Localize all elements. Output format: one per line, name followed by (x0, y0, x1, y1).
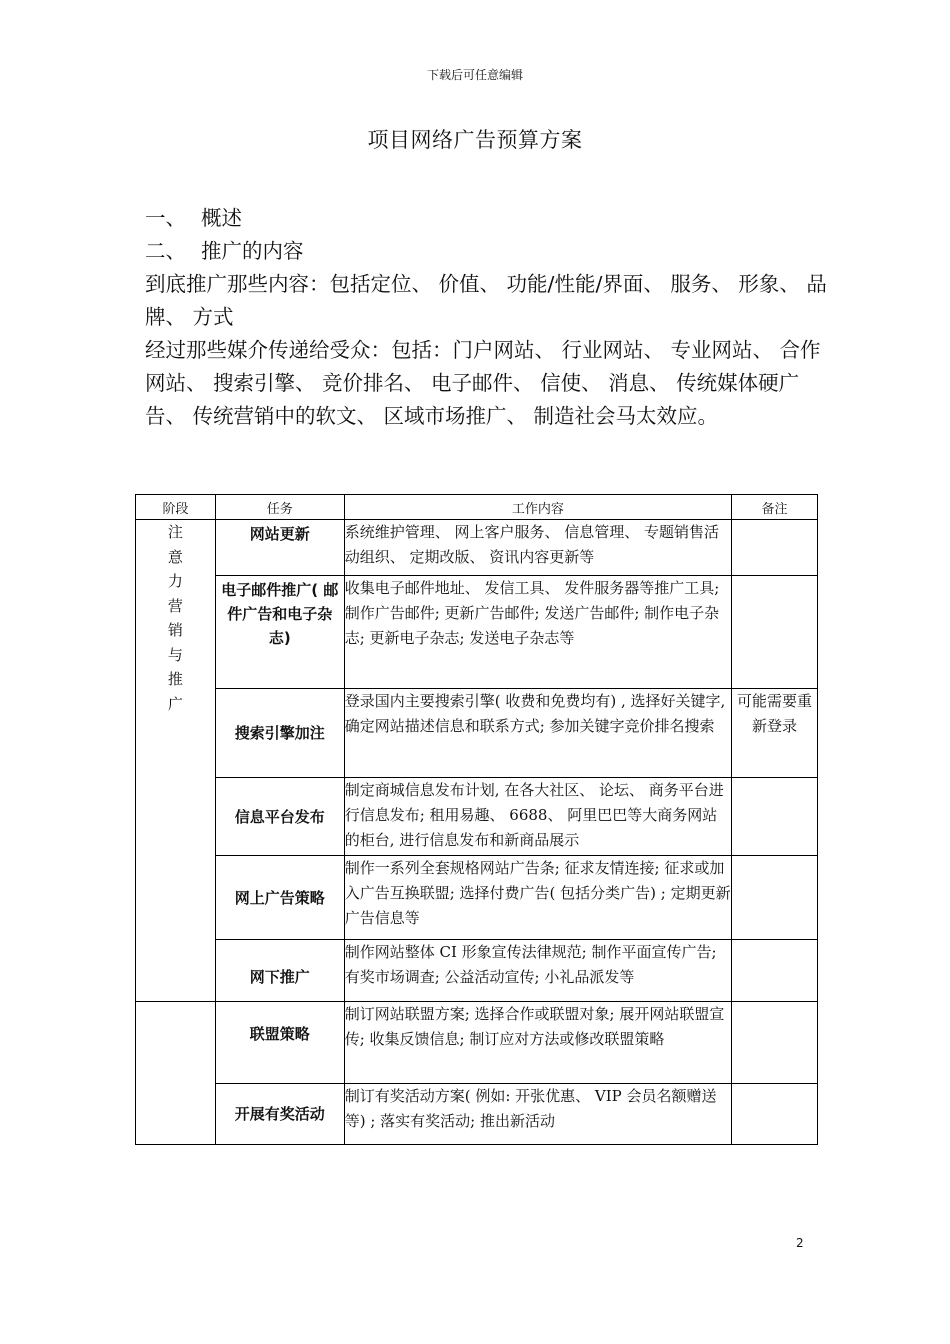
content-cell: 制作一系列全套规格网站广告条; 征求友情连接; 征求或加入广告互换联盟; 选择付费广告( 包括分类广告) ; 定期更新广告信息等 (344, 856, 731, 940)
heading-text: 推广的内容 (201, 239, 304, 263)
column-header-stage: 阶段 (136, 495, 216, 520)
table-row (136, 1002, 818, 1084)
task-cell: 信息平台发布 (215, 778, 344, 856)
table-row (136, 778, 818, 856)
column-header-content: 工作内容 (344, 495, 731, 520)
task-cell: 搜索引擎加注 (215, 689, 344, 778)
document-body (145, 202, 835, 433)
page-header: 下载后可任意编辑 (426, 68, 523, 82)
promotion-plan-table (135, 494, 818, 1145)
note-cell (732, 940, 818, 1002)
content-cell: 收集电子邮件地址、 发信工具、 发件服务器等推广工具; 制作广告邮件; 更新广告邮件; 发送广告邮件; 制作电子杂志; 更新电子杂志; 发送电子杂志等 (344, 576, 731, 689)
heading-overview (145, 202, 835, 235)
heading-promotion-content (145, 235, 835, 268)
table-header-row (136, 495, 818, 520)
note-cell (732, 778, 818, 856)
note-cell (732, 1084, 818, 1145)
document-title: 项目网络广告预算方案 (367, 128, 583, 152)
column-header-task: 任务 (215, 495, 344, 520)
heading-number: 二、 (145, 239, 186, 263)
content-cell: 制定商城信息发布计划, 在各大社区、 论坛、 商务平台进行信息发布; 租用易趣、 6688、 阿里巴巴等大商务网站的柜台, 进行信息发布和新商品展示 (344, 778, 731, 856)
task-cell: 网上广告策略 (215, 856, 344, 940)
task-cell: 联盟策略 (215, 1002, 344, 1084)
column-header-note: 备注 (732, 495, 818, 520)
table-row (136, 1084, 818, 1145)
note-cell: 可能需要重新登录 (732, 689, 818, 778)
page-number: 2 (796, 1236, 804, 1250)
task-cell: 电子邮件推广( 邮件广告和电子杂志) (215, 576, 344, 689)
stage-label: 注意力营销与推广 (167, 523, 183, 713)
note-cell (732, 576, 818, 689)
stage-cell (136, 520, 216, 1002)
content-cell: 制订有奖活动方案( 例如: 开张优惠、 VIP 会员名额赠送等) ; 落实有奖活动; 推出新活动 (344, 1084, 731, 1145)
task-cell: 开展有奖活动 (215, 1084, 344, 1145)
paragraph-content-scope: 到底推广那些内容：包括定位、 价值、 功能/性能/界面、 服务、 形象、 品牌、 方式 (145, 272, 827, 329)
table-row (136, 576, 818, 689)
paragraph-media-channels: 经过那些媒介传递给受众：包括：门户网站、 行业网站、 专业网站、 合作网站、 搜索引擎、 竞价排名、 电子邮件、 信使、 消息、 传统媒体硬广告、 传统营销中的软文、 区域市场推广、 制造社会马太效应。 (145, 338, 821, 428)
heading-number: 一、 (145, 206, 186, 230)
task-cell: 网站更新 (215, 520, 344, 576)
note-cell (732, 856, 818, 940)
note-cell (732, 520, 818, 576)
content-cell: 制订网站联盟方案; 选择合作或联盟对象; 展开网站联盟宣传; 收集反馈信息; 制订应对方法或修改联盟策略 (344, 1002, 731, 1084)
stage-cell (136, 1002, 216, 1145)
heading-text: 概述 (201, 206, 242, 230)
table-row (136, 940, 818, 1002)
task-cell: 网下推广 (215, 940, 344, 1002)
content-cell: 制作网站整体 CI 形象宣传法律规范; 制作平面宣传广告; 有奖市场调查; 公益活动宣传; 小礼品派发等 (344, 940, 731, 1002)
content-cell: 登录国内主要搜索引擎( 收费和免费均有) , 选择好关键字, 确定网站描述信息和联系方式; 参加关键字竞价排名搜索 (344, 689, 731, 778)
content-cell: 系统维护管理、 网上客户服务、 信息管理、 专题销售活动组织、 定期改版、 资讯内容更新等 (344, 520, 731, 576)
note-cell (732, 1002, 818, 1084)
table-row (136, 856, 818, 940)
table-row (136, 520, 818, 576)
table-row (136, 689, 818, 778)
